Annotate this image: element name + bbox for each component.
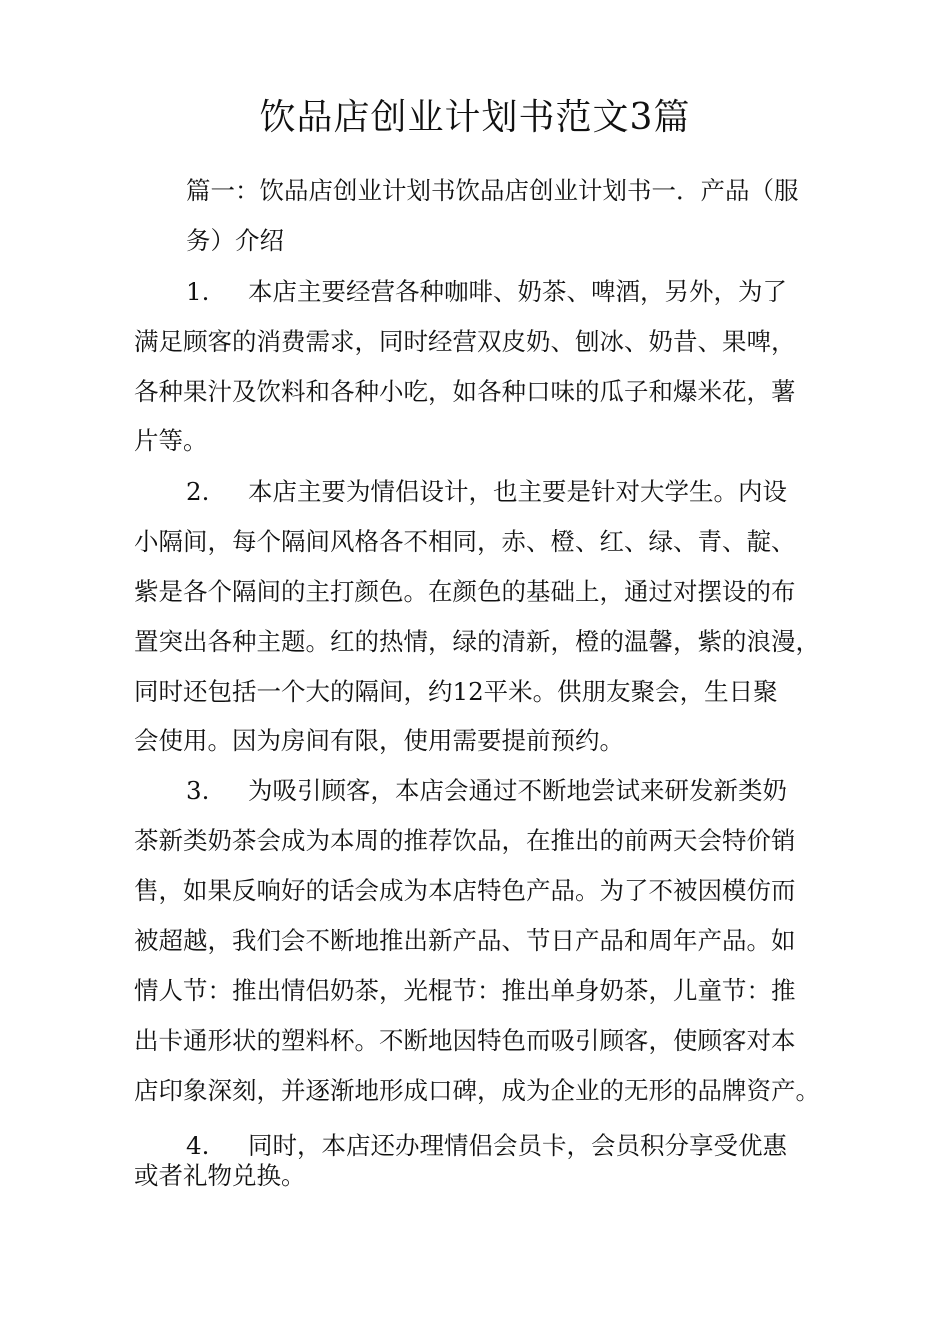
paragraph-text: 为吸引顾客，本店会通过不断地尝试来研发新类奶 (248, 776, 787, 805)
paragraph-text: 本店主要为情侣设计，也主要是针对大学生。内设 (248, 477, 787, 506)
intro-line-1: 篇一：饮品店创业计划书饮品店创业计划书一．产品（服 (186, 176, 799, 205)
item-4-line-1 (186, 1130, 787, 1162)
item-number: 2. (186, 477, 210, 506)
item-3-line-3: 售，如果反响好的话会成为本店特色产品。为了不被因模仿而 (134, 876, 796, 905)
item-2-line-2: 小隔间，每个隔间风格各不相同，赤、橙、红、绿、青、靛、 (134, 527, 796, 556)
item-1-line-1 (186, 276, 787, 308)
item-3-line-6: 出卡通形状的塑料杯。不断地因特色而吸引顾客，使顾客对本 (134, 1026, 796, 1055)
item-3-line-7: 店印象深刻，并逐渐地形成口碑，成为企业的无形的品牌资产。 (134, 1076, 820, 1105)
item-number: 4. (186, 1131, 210, 1160)
item-4-line-2: 或者礼物兑换。 (134, 1161, 306, 1190)
item-1-line-2: 满足顾客的消费需求，同时经营双皮奶、刨冰、奶昔、果啤， (134, 327, 796, 356)
item-2-line-5: 同时还包括一个大的隔间，约12平米。供朋友聚会，生日聚 (134, 677, 778, 706)
item-3-line-5: 情人节：推出情侣奶茶，光棍节：推出单身奶茶，儿童节：推 (134, 976, 796, 1005)
document-title: 饮品店创业计划书范文3篇 (259, 97, 691, 138)
paragraph-text: 同时，本店还办理情侣会员卡，会员积分享受优惠 (248, 1131, 787, 1160)
paragraph-text: 本店主要经营各种咖啡、奶茶、啤酒，另外，为了 (248, 277, 787, 306)
item-2-line-6: 会使用。因为房间有限，使用需要提前预约。 (134, 726, 624, 755)
item-3-line-1 (186, 775, 787, 807)
item-3-line-2: 茶新类奶茶会成为本周的推荐饮品，在推出的前两天会特价销 (134, 826, 796, 855)
item-2-line-3: 紫是各个隔间的主打颜色。在颜色的基础上，通过对摆设的布 (134, 577, 796, 606)
item-number: 1. (186, 277, 210, 306)
item-2-line-4: 置突出各种主题。红的热情，绿的清新，橙的温馨，紫的浪漫， (134, 627, 820, 656)
item-1-line-4: 片等。 (134, 426, 208, 455)
intro-line-2: 务）介绍 (186, 226, 284, 255)
item-number: 3. (186, 776, 210, 805)
item-2-line-1 (186, 476, 787, 508)
item-1-line-3: 各种果汁及饮料和各种小吃，如各种口味的瓜子和爆米花，薯 (134, 377, 796, 406)
item-3-line-4: 被超越，我们会不断地推出新产品、节日产品和周年产品。如 (134, 926, 796, 955)
